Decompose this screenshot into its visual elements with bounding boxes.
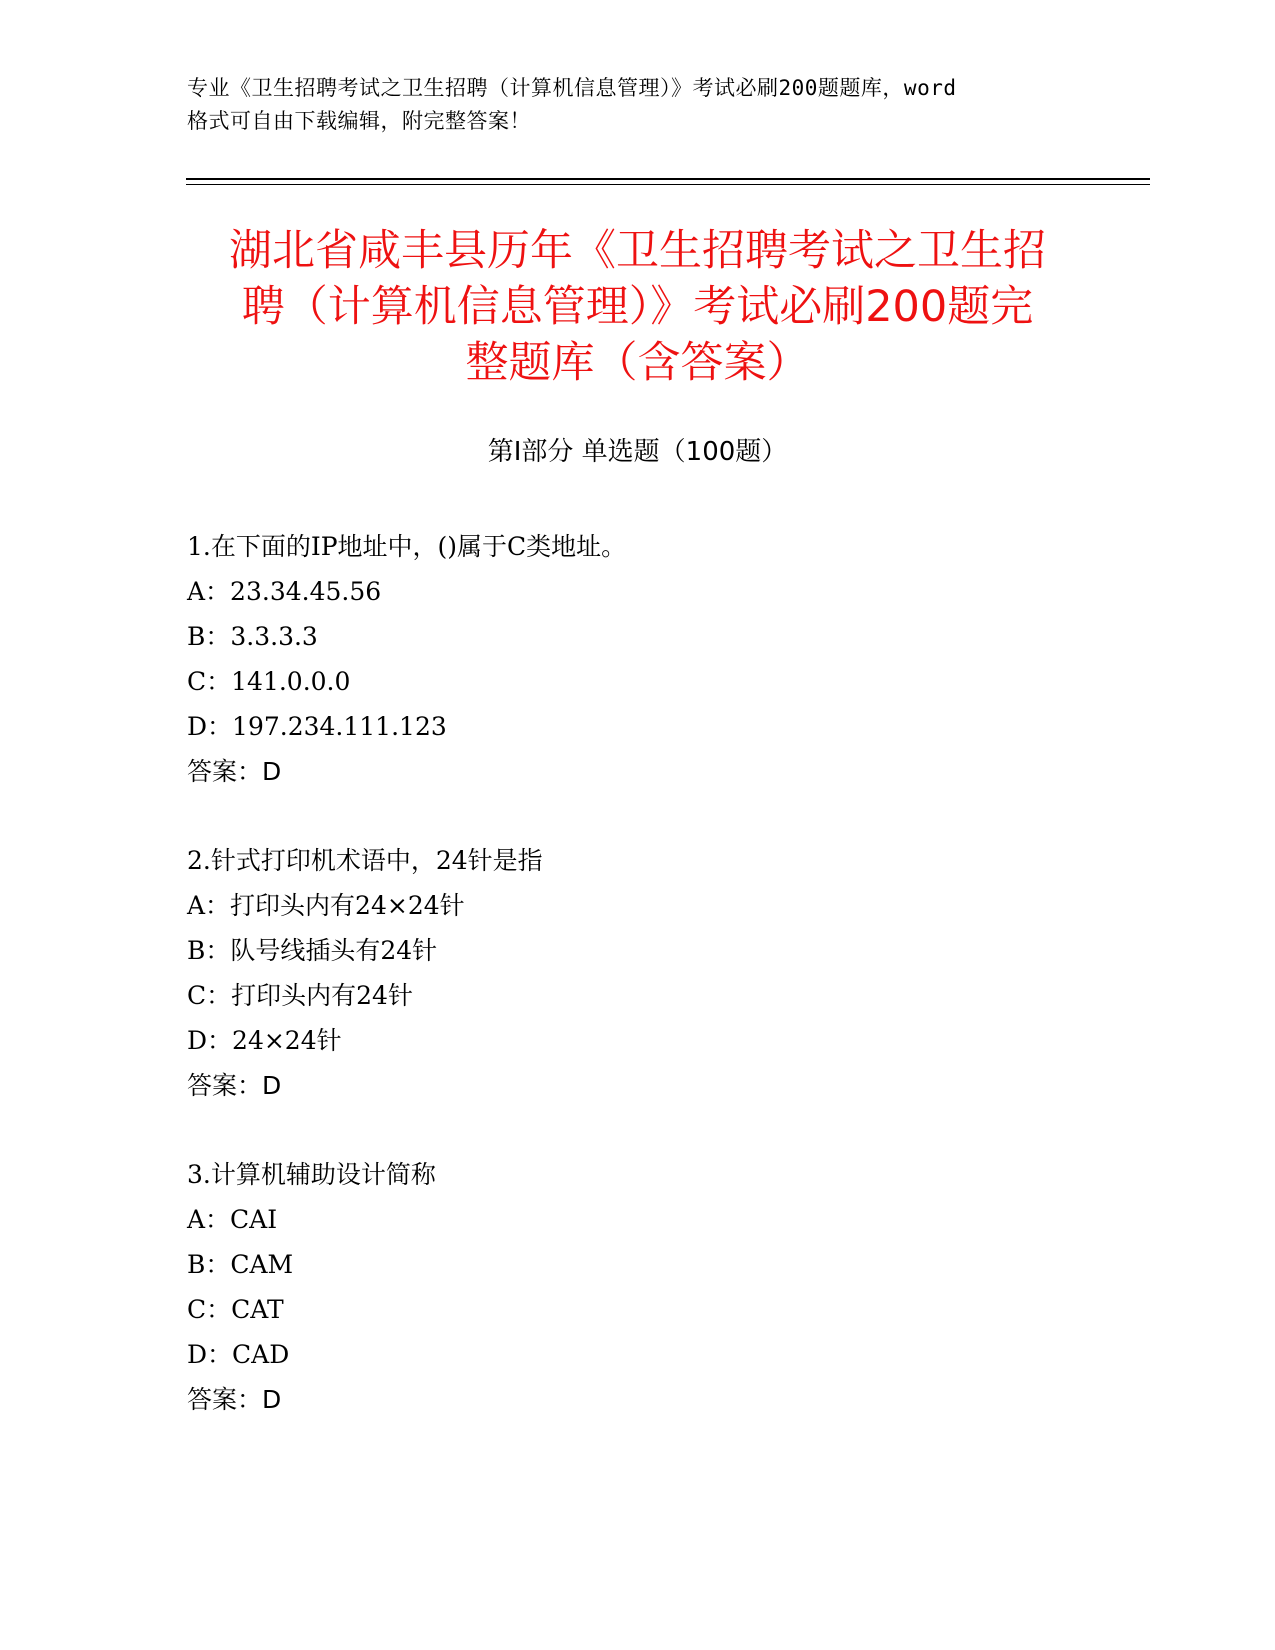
option-b: B：CAM (187, 1250, 294, 1279)
header-divider-thick (186, 178, 1150, 180)
option-c: C：打印头内有24针 (187, 981, 413, 1010)
question-stem: 2.针式打印机术语中，24针是指 (187, 846, 543, 875)
header-divider-thin (186, 184, 1150, 185)
document-title-line-1: 湖北省咸丰县历年《卫生招聘考试之卫生招 (229, 226, 1046, 276)
header-note-line-1: 专业《卫生招聘考试之卫生招聘（计算机信息管理）》考试必刷200题题库，word (187, 76, 957, 100)
question-3 (187, 1152, 1087, 1422)
answer: 答案：D (187, 1071, 282, 1100)
document-title-line-3: 整题库（含答案） (465, 338, 810, 388)
option-c: C：141.0.0.0 (187, 667, 351, 696)
question-1 (187, 524, 1087, 794)
section-heading: 第Ⅰ部分 单选题（100题） (487, 437, 788, 467)
option-a: A：打印头内有24×24针 (187, 891, 465, 920)
option-b: B：队号线插头有24针 (187, 936, 438, 965)
document-title (190, 223, 1085, 391)
question-2 (187, 838, 1087, 1108)
question-stem: 1.在下面的IP地址中，()属于C类地址。 (187, 532, 627, 561)
header-note (187, 72, 1087, 138)
header-note-line-2: 格式可自由下载编辑，附完整答案！ (187, 109, 531, 133)
answer: 答案：D (187, 1385, 282, 1414)
question-stem: 3.计算机辅助设计简称 (187, 1160, 436, 1189)
option-a: A：23.34.45.56 (187, 577, 382, 606)
document-title-line-2: 聘（计算机信息管理）》考试必刷200题完 (241, 282, 1034, 332)
question-list (187, 524, 1087, 1466)
option-d: D：24×24针 (187, 1026, 342, 1055)
option-d: D：CAD (187, 1340, 290, 1369)
option-a: A：CAI (187, 1205, 278, 1234)
option-b: B：3.3.3.3 (187, 622, 318, 651)
option-d: D：197.234.111.123 (187, 712, 447, 741)
option-c: C：CAT (187, 1295, 284, 1324)
answer: 答案：D (187, 757, 282, 786)
